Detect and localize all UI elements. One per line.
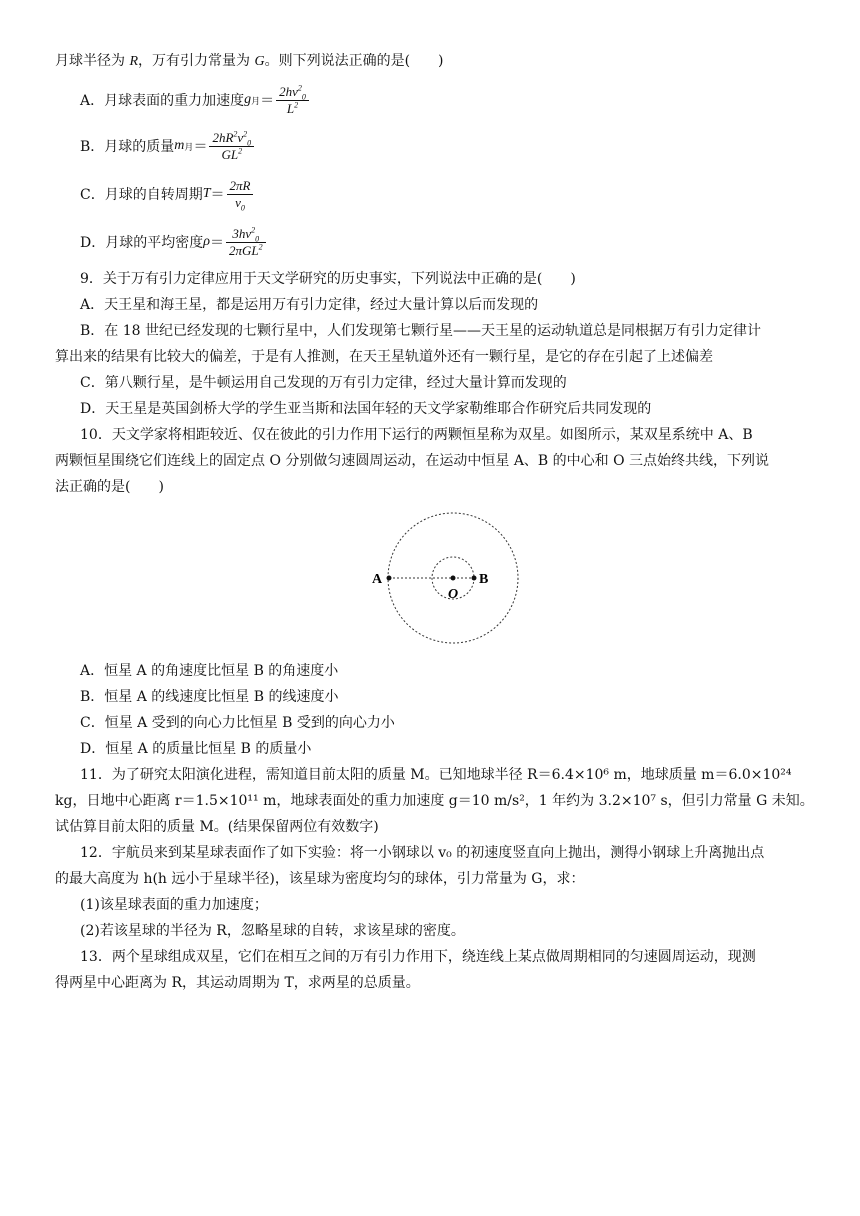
q8-option-d-numerator: 3hv xyxy=(232,225,252,241)
star-a-dot xyxy=(387,576,392,581)
center-o-label: O xyxy=(448,587,459,602)
q10-stem-line3: 法正确的是( ) xyxy=(55,479,164,495)
q10-option-d: D．恒星 A 的质量比恒星 B 的质量小 xyxy=(80,741,312,757)
q12-line1: 12．宇航员来到某星球表面作了如下实验：将一小钢球以 v₀ 的初速度竖直向上抛出，测得小钢球上升离抛出点 xyxy=(80,845,765,861)
star-a-label: A xyxy=(372,572,383,587)
q9-option-a: A．天王星和海王星，都是运用万有引力定律，经过大量计算以后而发现的 xyxy=(80,297,539,313)
star-b-dot xyxy=(472,576,477,581)
q8-option-c-numerator: 2πR xyxy=(227,178,254,195)
q10-stem-line2: 两颗恒星围绕它们连线上的固定点 O 分别做匀速圆周运动，在运动中恒星 A、B 的中心和 O 三点始终共线，下列说 xyxy=(55,453,770,469)
q9-option-d: D．天王星是英国剑桥大学的学生亚当斯和法国年轻的天文学家勒维耶合作研究后共同发现的 xyxy=(80,401,652,417)
q9-option-b-line1: B．在 18 世纪已经发现的七颗行星中，人们发现第七颗行星——天王星的运动轨道总是同根据万有引力定律计 xyxy=(80,323,762,339)
q8-option-a: A．月球表面的重力加速度 g 月 ＝ $\frac{2hv^2_0}{L^2}$ xyxy=(80,78,311,122)
q8-option-b-sub: 月 xyxy=(184,142,194,153)
q8-option-d-denominator: 2πGL xyxy=(228,242,259,258)
q10-stem-line1: 10．天文学家将相距较近、仅在彼此的引力作用下运行的两颗恒星称为双星。如图所示，某双星系统中 A、B xyxy=(80,427,753,443)
q8-option-c-denominator: v xyxy=(235,194,241,210)
q8-option-a-var: g xyxy=(244,92,252,107)
q13-line1: 13．两个星球组成双星，它们在相互之间的万有引力作用下，绕连线上某点做周期相同的匀速圆周运动，现测 xyxy=(80,949,756,965)
q8-option-a-fraction: $\frac{2hv^2_0}{L^2}$ xyxy=(276,84,309,117)
q8-option-d-fraction: $\frac{3hv^2_0}{2\pi GL^2}$ xyxy=(226,226,266,259)
q8-option-b-var: m xyxy=(174,138,185,153)
q9-option-c: C．第八颗行星，是牛顿运用自己发现的万有引力定律，经过大量计算而发现的 xyxy=(80,375,567,391)
intro-text-a: 月球半径为 xyxy=(55,53,130,69)
q9-option-b-line2: 算出来的结果有比较大的偏差，于是有人推测，在天王星轨道外还有一颗行星，是它的存在引起了上述偏差 xyxy=(55,349,713,365)
intro-var-r: R xyxy=(129,54,139,69)
intro-var-g: G xyxy=(254,54,265,69)
q10-option-c: C．恒星 A 受到的向心力比恒星 B 受到的向心力小 xyxy=(80,715,395,731)
q8-option-a-label: A．月球表面的重力加速度 xyxy=(80,93,245,109)
q12-part2: (2)若该星球的半径为 R，忽略星球的自转，求该星球的密度。 xyxy=(80,923,465,939)
q8-option-a-numerator: 2hv xyxy=(279,83,298,99)
q8-option-b-fraction: $\frac{2hR^2v^2_0}{GL^2}$ xyxy=(209,130,254,163)
q13-line2: 得两星中心距离为 R，其运动周期为 T，求两星的总质量。 xyxy=(55,975,420,991)
intro-text-b: ，万有引力常量为 xyxy=(138,53,255,69)
q8-option-c-fraction: $\frac{2\pi R}{v_0}$ xyxy=(227,178,254,211)
star-b-label: B xyxy=(479,572,489,587)
q8-option-a-denominator: L xyxy=(286,100,295,116)
q11-line2: kg，日地中心距离 r＝1.5×10¹¹ m，地球表面处的重力加速度 g＝10 m/s²，1 年约为 3.2×10⁷ s，但引力常量 G 未知。 xyxy=(55,793,814,809)
q8-option-c-var: T xyxy=(202,186,211,201)
q8-option-a-sub: 月 xyxy=(251,96,261,107)
q8-option-b: B．月球的质量 m 月 ＝ $\frac{2hR^2v^2_0}{GL^2}$ xyxy=(80,124,256,168)
q12-part1: (1)该星球表面的重力加速度； xyxy=(80,897,268,913)
q8-option-c: C．月球的自转周期 T ＝ $\frac{2\pi R}{v_0}$ xyxy=(80,172,255,216)
intro-text-c: 。则下列说法正确的是( ) xyxy=(264,53,444,69)
q10-option-a: A．恒星 A 的角速度比恒星 B 的角速度小 xyxy=(80,663,339,679)
q8-option-d: D．月球的平均密度 ρ ＝ $\frac{3hv^2_0}{2\pi GL^2}$ xyxy=(80,220,268,264)
q9-stem: 9．关于万有引力定律应用于天文学研究的历史事实，下列说法中正确的是( ) xyxy=(80,271,576,287)
center-o-dot xyxy=(451,576,456,581)
q8-option-b-label: B．月球的质量 xyxy=(80,139,175,155)
q8-option-b-denominator: GL xyxy=(221,146,239,162)
binary-star-diagram xyxy=(360,506,530,656)
q8-option-b-numerator: 2hR xyxy=(212,129,234,145)
q8-option-d-label: D．月球的平均密度 xyxy=(80,235,204,251)
q8-option-c-label: C．月球的自转周期 xyxy=(80,187,203,203)
q11-line3: 试估算目前太阳的质量 M。(结果保留两位有效数字) xyxy=(55,819,379,835)
q8-option-d-var: ρ xyxy=(203,234,210,249)
intro-line xyxy=(55,51,444,72)
q11-line1: 11．为了研究太阳演化进程，需知道目前太阳的质量 M。已知地球半径 R＝6.4×10⁶ m，地球质量 m＝6.0×10²⁴ xyxy=(80,767,792,783)
q10-option-b: B．恒星 A 的线速度比恒星 B 的线速度小 xyxy=(80,689,339,705)
q12-line2: 的最大高度为 h(h 远小于星球半径)，该星球为密度均匀的球体，引力常量为 G，求： xyxy=(55,871,585,887)
